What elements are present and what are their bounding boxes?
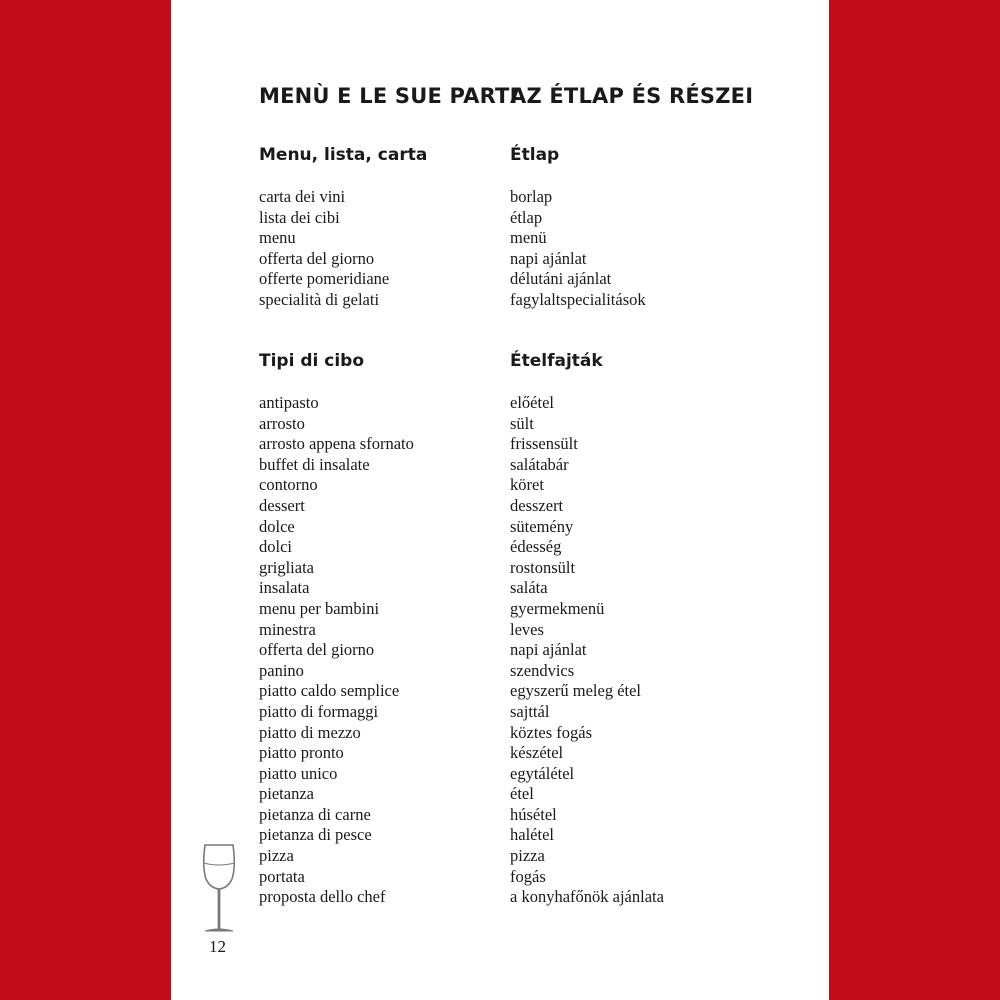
list-item: frissensült bbox=[510, 434, 578, 454]
hungarian-term-list-menu bbox=[510, 187, 646, 311]
list-item: pizza bbox=[259, 846, 294, 866]
list-item: carta dei vini bbox=[259, 187, 346, 206]
list-item: sütemény bbox=[510, 516, 574, 536]
section-title-hungarian-menu: Étlap bbox=[510, 145, 560, 165]
list-item: offerta del giorno bbox=[259, 248, 375, 268]
list-item: dessert bbox=[259, 495, 305, 515]
hungarian-term-list-food-types bbox=[510, 393, 664, 908]
list-item: buffet di insalate bbox=[259, 454, 370, 474]
list-item: lista dei cibi bbox=[259, 207, 340, 227]
list-item: piatto di formaggi bbox=[259, 701, 379, 721]
list-item: piatto caldo semplice bbox=[259, 681, 400, 701]
list-item: rostonsült bbox=[510, 557, 576, 577]
section-title-italian-menu: Menu, lista, carta bbox=[259, 145, 428, 165]
list-item: offerta del giorno bbox=[259, 640, 375, 660]
list-item: antipasto bbox=[259, 393, 319, 412]
list-item: leves bbox=[510, 619, 544, 639]
list-item: étel bbox=[510, 784, 534, 804]
hungarian-page-heading: AZ ÉTLAP ÉS RÉSZEI bbox=[510, 84, 754, 108]
list-item: délutáni ajánlat bbox=[510, 269, 612, 289]
list-item: borlap bbox=[510, 187, 553, 206]
list-item: portata bbox=[259, 866, 305, 886]
list-item: piatto di mezzo bbox=[259, 722, 361, 742]
book-page bbox=[171, 0, 829, 1000]
section-title-hungarian-food-types: Ételfajták bbox=[510, 351, 603, 371]
list-item: contorno bbox=[259, 475, 318, 495]
list-item: panino bbox=[259, 660, 304, 680]
list-item: dolci bbox=[259, 537, 292, 557]
list-item: köztes fogás bbox=[510, 722, 593, 742]
list-item: gyermekmenü bbox=[510, 598, 605, 618]
list-item: arrosto appena sfornato bbox=[259, 434, 414, 454]
list-item: insalata bbox=[259, 578, 310, 598]
list-item: pizza bbox=[510, 846, 545, 866]
list-item: pietanza di carne bbox=[259, 804, 371, 824]
list-item: fogás bbox=[510, 866, 546, 886]
list-item: köret bbox=[510, 475, 544, 495]
list-item: salátabár bbox=[510, 454, 569, 474]
list-item: sajttál bbox=[510, 701, 550, 721]
page-number: 12 bbox=[209, 937, 226, 956]
list-item: menu per bambini bbox=[259, 598, 380, 618]
list-item: fagylaltspecialitások bbox=[510, 289, 646, 309]
list-item: napi ajánlat bbox=[510, 248, 587, 268]
list-item: saláta bbox=[510, 578, 548, 598]
list-item: piatto unico bbox=[259, 763, 338, 783]
list-item: arrosto bbox=[259, 413, 305, 433]
italian-term-list-menu bbox=[259, 187, 389, 311]
list-item: étlap bbox=[510, 207, 543, 227]
list-item: egytálétel bbox=[510, 763, 575, 783]
list-item: pietanza di pesce bbox=[259, 825, 372, 845]
wine-glass-icon bbox=[201, 843, 237, 935]
list-item: minestra bbox=[259, 619, 316, 639]
list-item: húsétel bbox=[510, 804, 557, 824]
list-item: grigliata bbox=[259, 557, 314, 577]
list-item: készétel bbox=[510, 743, 564, 763]
section-title-italian-food-types: Tipi di cibo bbox=[259, 351, 365, 371]
list-item: édesség bbox=[510, 537, 562, 557]
list-item: sült bbox=[510, 413, 534, 433]
list-item: előétel bbox=[510, 393, 554, 412]
list-item: pietanza bbox=[259, 784, 314, 804]
list-item: szendvics bbox=[510, 660, 575, 680]
list-item: offerte pomeridiane bbox=[259, 269, 390, 289]
list-item: proposta dello chef bbox=[259, 887, 386, 907]
list-item: egyszerű meleg étel bbox=[510, 681, 642, 701]
list-item: halétel bbox=[510, 825, 554, 845]
italian-term-list-food-types bbox=[259, 393, 414, 908]
list-item: menu bbox=[259, 228, 296, 248]
list-item: specialità di gelati bbox=[259, 289, 380, 309]
list-item: menü bbox=[510, 228, 547, 248]
italian-page-heading: MENÙ E LE SUE PARTI bbox=[259, 84, 518, 108]
list-item: piatto pronto bbox=[259, 743, 344, 763]
list-item: desszert bbox=[510, 495, 564, 515]
list-item: a konyhafőnök ajánlata bbox=[510, 887, 664, 907]
list-item: dolce bbox=[259, 516, 295, 536]
list-item: napi ajánlat bbox=[510, 640, 587, 660]
